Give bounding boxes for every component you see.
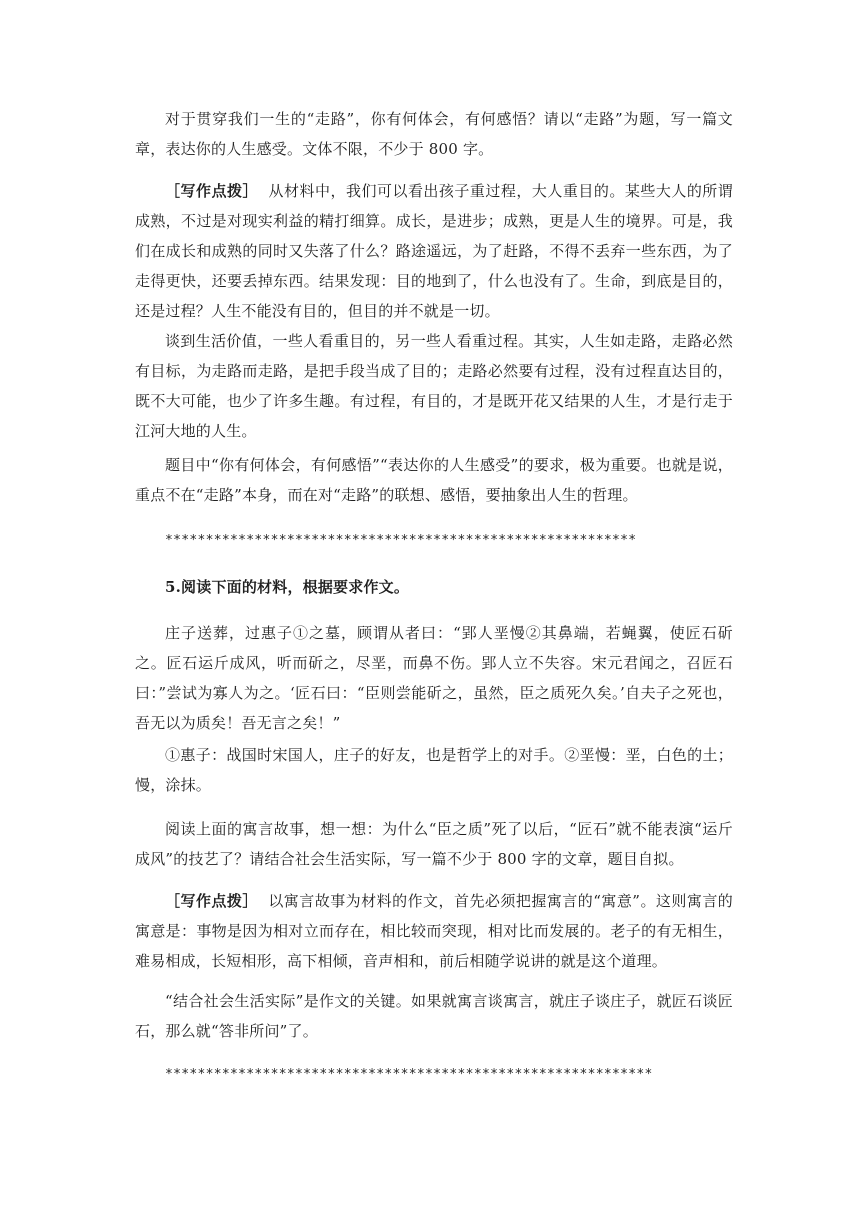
writing-tips-paragraph-1 [135, 176, 733, 326]
footnote-paragraph [135, 740, 733, 800]
fable-paragraph [135, 618, 733, 738]
writing-tips-tag: ［写作点拨］ [165, 182, 258, 200]
writing-tips-text: 从材料中，我们可以看出孩子重过程，大人重目的。某些大人的所谓成熟，不过是对现实利益的精打细算。成长，是进步；成熟，更是人生的境界。可是，我们在成长和成熟的同时又失落了什么？路途遥远，为了赶路，不得不丢弃一些东西，为了走得更快，还要丢掉东西。结果发现：目的地到了，什么也没有了。生命，到底是目的，还是过程？人生不能没有目的，但目的并不就是一切。 [135, 182, 734, 320]
key-point-paragraph [135, 986, 733, 1046]
task-text: 阅读上面的寓言故事，想一想：为什么“臣之质”死了以后，“匠石”就不能表演“运斤成风”的技艺了？请结合社会生活实际，写一篇不少于 800 字的文章，题目自拟。 [135, 820, 733, 868]
writing-tips-tag-2: ［写作点拨］ [165, 892, 258, 910]
requirement-paragraph [135, 450, 733, 510]
task-paragraph [135, 814, 733, 874]
separator-line-2: ************************************************************ [165, 1067, 653, 1082]
analysis-paragraph [135, 326, 733, 446]
requirement-text: 题目中“你有何体会，有何感悟”“表达你的人生感受”的要求，极为重要。也就是说，重点不在“走路”本身，而在对“走路”的联想、感悟，要抽象出人生的哲理。 [135, 456, 733, 504]
question-5-heading: 5.阅读下面的材料，根据要求作文。 [165, 578, 410, 596]
writing-tips-paragraph-2 [135, 886, 733, 976]
prompt-text: 对于贯穿我们一生的“走路”，你有何体会，有何感悟？请以“走路”为题，写一篇文章，表达你的人生感受。文体不限，不少于 800 字。 [135, 110, 733, 158]
key-point-text: “结合社会生活实际”是作文的关键。如果就寓言谈寓言，就庄子谈庄子，就匠石谈匠石，那么就“答非所问”了。 [135, 992, 733, 1040]
fable-text: 庄子送葬，过惠子①之墓，顾谓从者曰：“郢人垩慢②其鼻端，若蝇翼，使匠石斫之。匠石运斤成风，听而斫之，尽垩，而鼻不伤。郢人立不失容。宋元君闻之，召匠石曰：”尝试为寡人为之。‘匠石曰：“臣则尝能斫之，虽然，臣之质死久矣。’自夫子之死也，吾无以为质矣！吾无言之矣！” [135, 624, 733, 732]
prompt-paragraph [135, 104, 733, 164]
footnote-text: ①惠子：战国时宋国人，庄子的好友，也是哲学上的对手。②垩慢：垩，白色的土；慢，涂抹。 [135, 746, 733, 794]
writing-tips-text-2: 以寓言故事为材料的作文，首先必须把握寓言的“寓意”。这则寓言的寓意是：事物是因为相对立而存在，相比较而突现，相对比而发展的。老子的有无相生，难易相成，长短相形，高下相倾，音声相和，前后相随学说讲的就是这个道理。 [135, 892, 734, 970]
analysis-text: 谈到生活价值，一些人看重目的，另一些人看重过程。其实，人生如走路，走路必然有目标，为走路而走路，是把手段当成了目的；走路必然要有过程，没有过程直达目的，既不大可能，也少了许多生趣。有过程，有目的，才是既开花又结果的人生，才是行走于江河大地的人生。 [135, 332, 733, 440]
separator-line-1: ********************************************************** [165, 533, 637, 548]
